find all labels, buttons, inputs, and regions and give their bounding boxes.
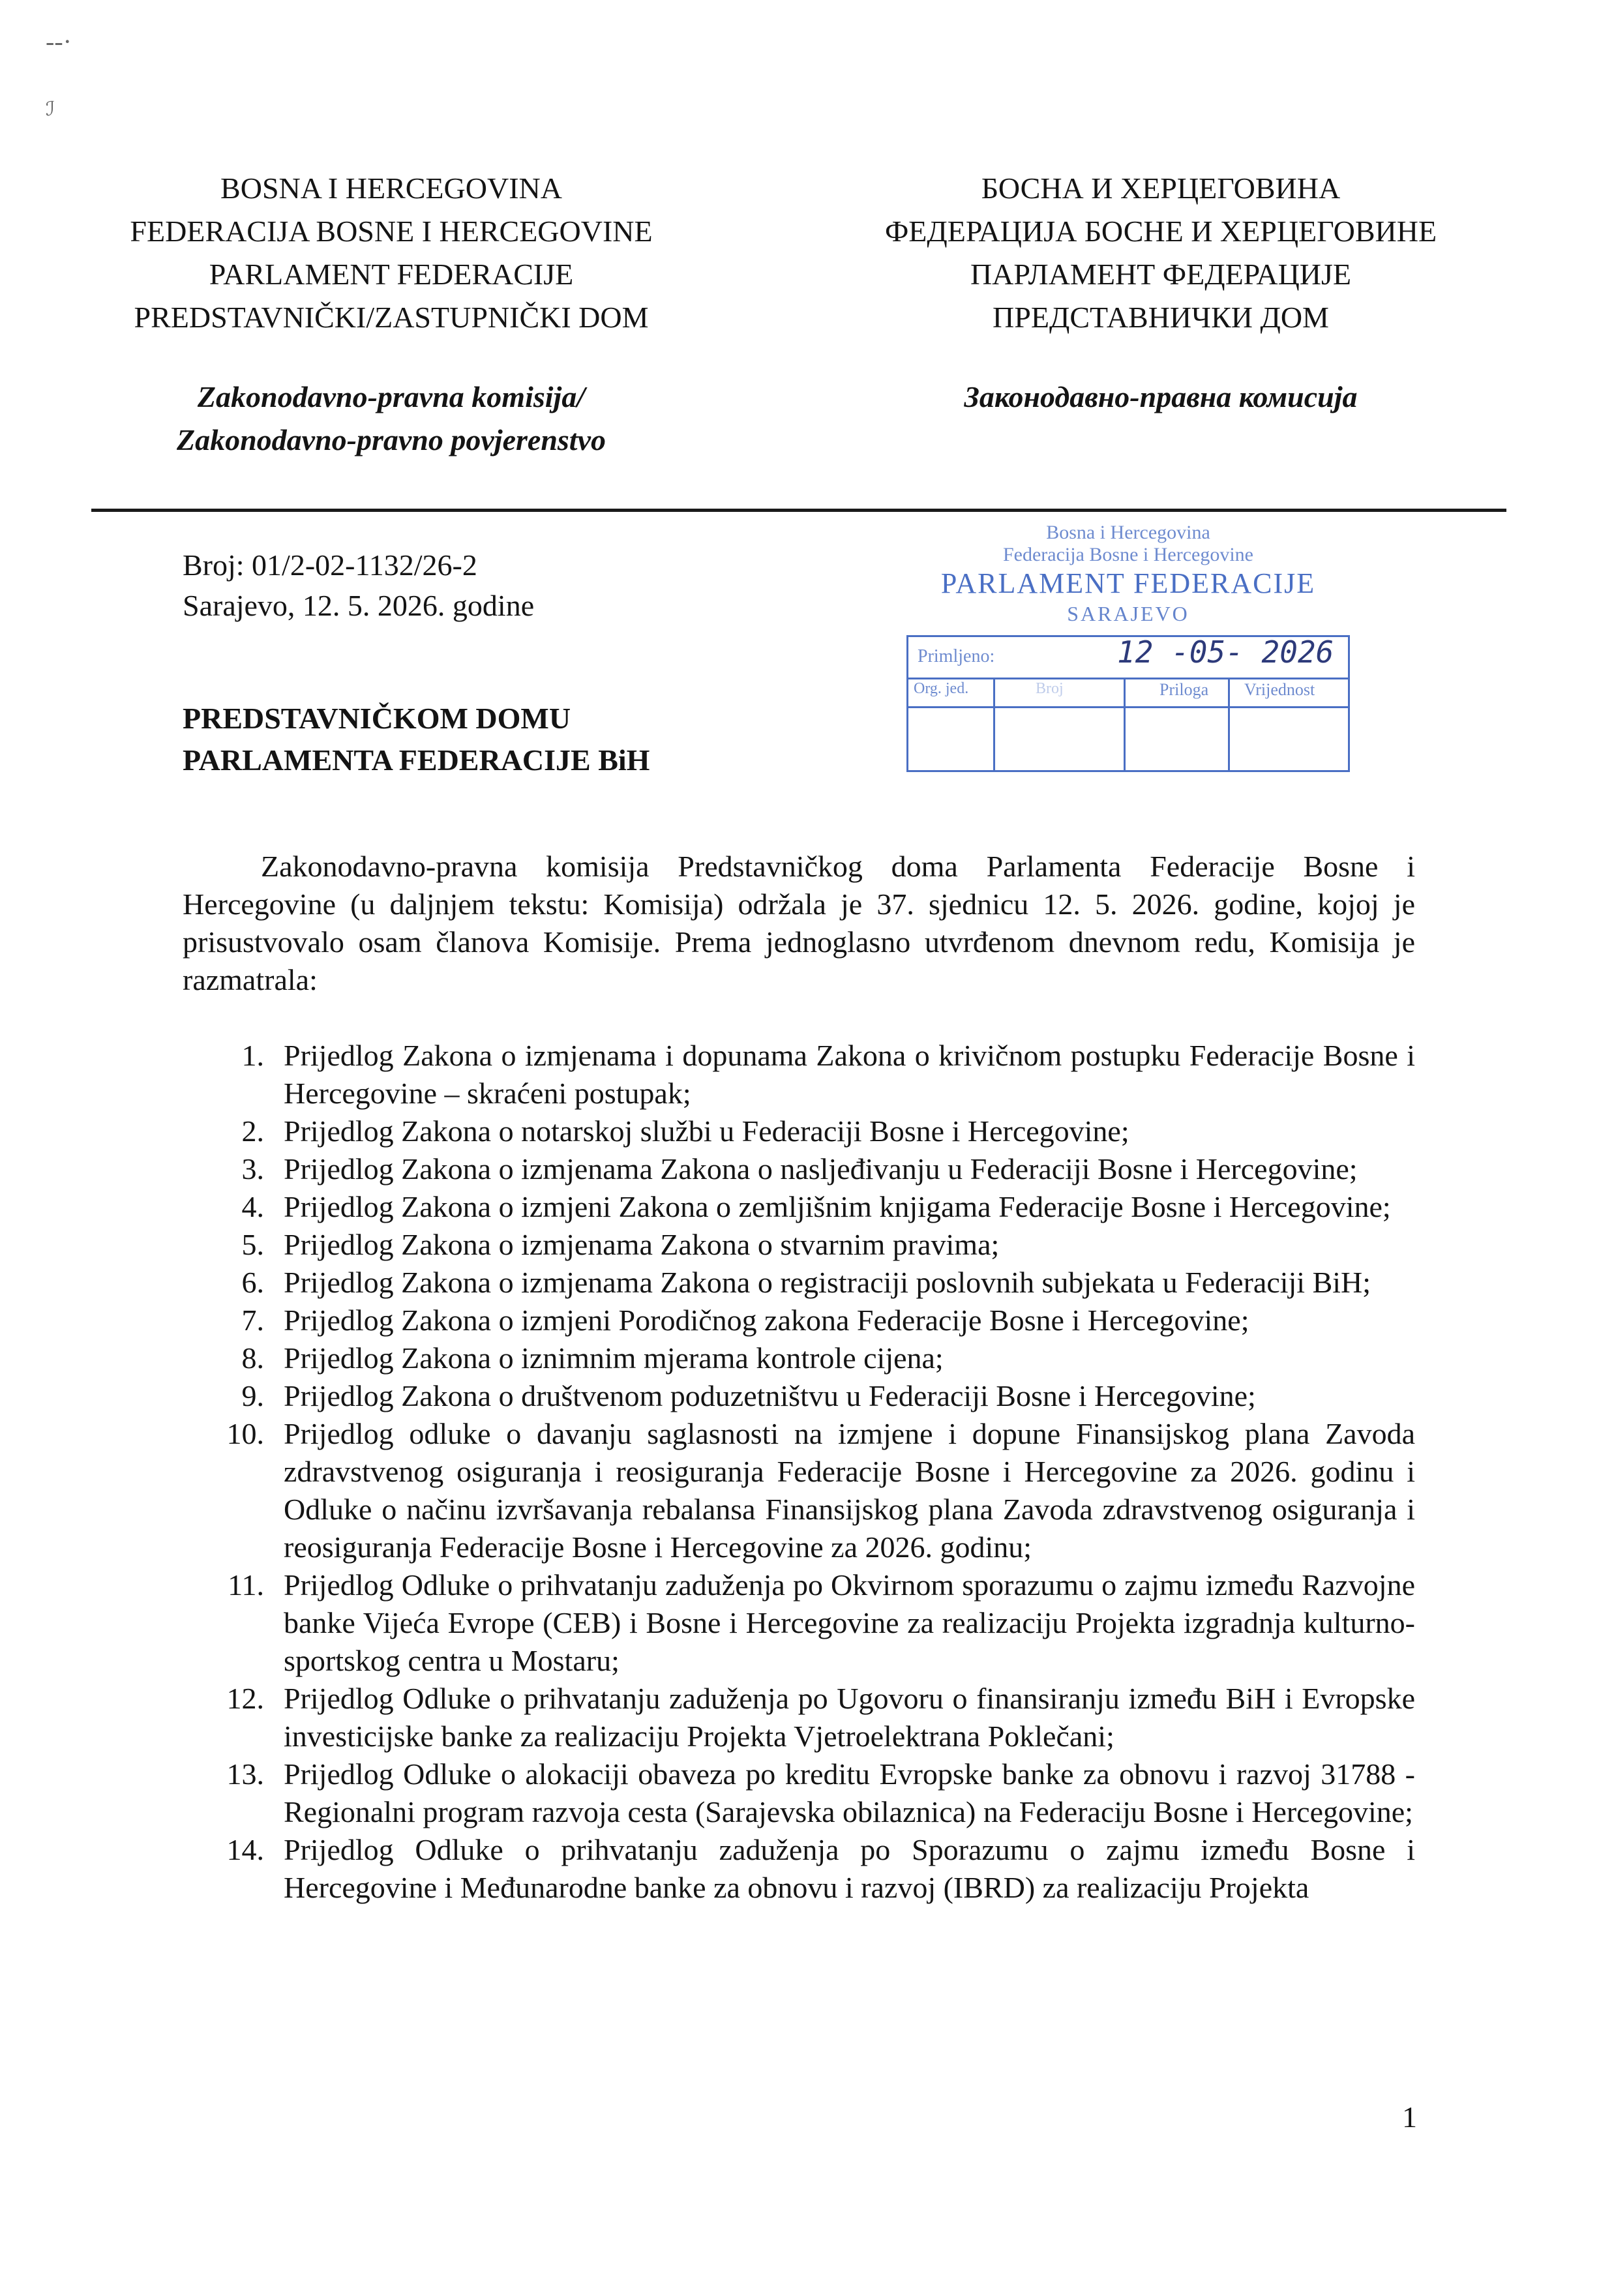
intro-paragraph: Zakonodavno-pravna komisija Predstavničkog doma Parlamenta Federacije Bosne i Hercegovine (u daljnjem tekstu: Komisija) održala je 37. sjednicu 12. 5. 2026. godine, kojoj je prisustvovalo osam članova Komisije. Prema jednoglasno utvrđenom dnevnom redu, Komisija je razmatrala:: [183, 850, 1415, 996]
agenda-item: [183, 1112, 1415, 1150]
committee-line: Законодавно-правна комисија: [964, 380, 1358, 413]
stamp-line: Federacija Bosne i Hercegovine: [1002, 544, 1253, 565]
agenda-item: [183, 1831, 1415, 1907]
header-right: [835, 167, 1487, 419]
agenda-item-number: 3.: [241, 1152, 264, 1185]
recipient-block: [183, 698, 650, 781]
header-left-line: PARLAMENT FEDERACIJE: [209, 258, 574, 291]
header-left-line: BOSNA I HERCEGOVINA: [220, 171, 562, 205]
committee-name-latin: [91, 376, 691, 462]
stamp-col-attachments: Priloga: [1159, 680, 1209, 699]
committee-name-cyrillic: [835, 376, 1487, 419]
header-left-line: FEDERACIJA BOSNE I HERCEGOVINE: [130, 215, 653, 248]
agenda-item-number: 9.: [241, 1379, 264, 1412]
reference-number: Broj: 01/2-02-1132/26-2: [183, 548, 477, 582]
scan-speck: ℐ: [46, 98, 55, 120]
agenda-item-text: Prijedlog Odluke o alokaciji obaveza po kreditu Evropske banke za obnovu i razvoj 31788 - Regionalni program razvoja cesta (Sarajevska obilaznica) na Federaciju Bosne i Hercegovine;: [284, 1757, 1415, 1828]
agenda-item: [183, 1302, 1415, 1339]
agenda-item-number: 4.: [241, 1190, 264, 1223]
header-divider: [91, 509, 1506, 512]
agenda-item-number: 1.: [241, 1039, 264, 1072]
agenda-item-number: 10.: [226, 1417, 264, 1450]
header-left: [91, 167, 691, 462]
agenda-item-text: Prijedlog Odluke o prihvatanju zaduženja po Okvirnom sporazumu o zajmu između Razvojne banke Vijeća Evrope (CEB) i Bosne i Hercegovine za realizaciju Projekta izgradnja kulturno-sportskog centra u Mostaru;: [284, 1568, 1415, 1677]
agenda-item-number: 12.: [226, 1682, 264, 1715]
scan-speck: ‐‑·: [46, 27, 72, 56]
header-right-line: ФЕДЕРАЦИЈА БОСНЕ И ХЕРЦЕГОВИНЕ: [884, 215, 1437, 248]
committee-line: Zakonodavno-pravno povjerenstvo: [176, 423, 606, 456]
agenda-item: [183, 1680, 1415, 1755]
stamp-received-label: Primljeno:: [918, 646, 995, 666]
committee-line: Zakonodavno-pravna komisija/: [197, 380, 586, 413]
stamp-line: Bosna i Hercegovina: [1046, 522, 1210, 543]
stamp-received-date: 12 -05- 2026: [1117, 634, 1334, 670]
agenda-item-number: 6.: [241, 1266, 264, 1299]
agenda-item: [183, 1339, 1415, 1377]
recipient-line: PREDSTAVNIČKOM DOMU: [183, 702, 571, 735]
stamp-col-number: Broj: [1036, 680, 1064, 697]
agenda-item-text: Prijedlog Zakona o izmjeni Porodičnog zakona Federacije Bosne i Hercegovine;: [284, 1304, 1249, 1337]
agenda-item-text: Prijedlog Zakona o izmjenama Zakona o stvarnim pravima;: [284, 1228, 1000, 1261]
agenda-item-text: Prijedlog Zakona o iznimnim mjerama kontrole cijena;: [284, 1341, 944, 1375]
agenda-item-text: Prijedlog odluke o davanju saglasnosti na izmjene i dopune Finansijskog plana Zavoda zdravstvenog osiguranja i reosiguranja Federacije Bosne i Hercegovine za 2026. godinu i Odluke o načinu izvršavanja rebalansa Finansijskog plana Zavoda zdravstvenog osiguranja i reosiguranja Federacije Bosne i Hercegovine za 2026. godinu;: [284, 1417, 1415, 1564]
stamp-city: SARAJEVO: [1067, 602, 1189, 625]
place-date: Sarajevo, 12. 5. 2026. godine: [183, 589, 535, 622]
agenda-item-text: Prijedlog Zakona o izmjeni Zakona o zemljišnim knjigama Federacije Bosne i Hercegovine;: [284, 1190, 1391, 1223]
header-right-line: БОСНА И ХЕРЦЕГОВИНА: [981, 171, 1341, 205]
agenda-item: [183, 1226, 1415, 1264]
reference-block: [183, 545, 534, 626]
agenda-item-number: 11.: [228, 1568, 264, 1602]
agenda-item: [183, 1150, 1415, 1188]
header-right-line: ПАРЛАМЕНТ ФЕДЕРАЦИЈЕ: [970, 258, 1352, 291]
header-left-line: PREDSTAVNIČKI/ZASTUPNIČKI DOM: [134, 301, 649, 334]
agenda-item-number: 13.: [226, 1757, 264, 1791]
stamp-table: [906, 635, 1350, 772]
agenda-item-text: Prijedlog Zakona o društvenom poduzetništvu u Federaciji Bosne i Hercegovine;: [284, 1379, 1256, 1412]
agenda-item-text: Prijedlog Zakona o notarskoj službi u Federaciji Bosne i Hercegovine;: [284, 1114, 1129, 1148]
agenda-item: [183, 1037, 1415, 1112]
stamp-title: PARLAMENT FEDERACIJE: [940, 567, 1316, 599]
received-stamp: [900, 522, 1356, 772]
stamp-divider: [1124, 678, 1126, 770]
stamp-col-org: Org. jed.: [914, 680, 969, 697]
agenda-item-text: Prijedlog Odluke o prihvatanju zaduženja po Ugovoru o finansiranju između BiH i Evropske investicijske banke za realizaciju Projekta Vjetroelektrana Poklečani;: [284, 1682, 1415, 1753]
agenda-item: [183, 1188, 1415, 1226]
page-number: 1: [1402, 2100, 1417, 2134]
agenda-item: [183, 1566, 1415, 1680]
agenda-item-number: 7.: [241, 1304, 264, 1337]
stamp-col-value: Vrijednost: [1244, 680, 1315, 699]
agenda-item-number: 8.: [241, 1341, 264, 1375]
stamp-divider: [1228, 678, 1230, 770]
agenda-item-text: Prijedlog Odluke o prihvatanju zaduženja po Sporazumu o zajmu između Bosne i Hercegovine i Međunarodne banke za obnovu i razvoj (IBRD) za realizaciju Projekta: [284, 1833, 1415, 1904]
agenda-item: [183, 1755, 1415, 1831]
agenda-item: [183, 1264, 1415, 1302]
recipient-line: PARLAMENTA FEDERACIJE BiH: [183, 743, 650, 777]
agenda-list: [183, 1037, 1415, 1907]
stamp-row-received: [908, 634, 1348, 679]
agenda-item-number: 14.: [226, 1833, 264, 1866]
agenda-item: [183, 1377, 1415, 1415]
stamp-row-columns: [908, 678, 1348, 708]
agenda-item-number: 2.: [241, 1114, 264, 1148]
agenda-item: [183, 1415, 1415, 1566]
body-text: [183, 848, 1415, 999]
agenda-item-number: 5.: [241, 1228, 264, 1261]
stamp-divider: [993, 678, 995, 770]
header-right-line: ПРЕДСТАВНИЧКИ ДОМ: [993, 301, 1329, 334]
agenda-item-text: Prijedlog Zakona o izmjenama i dopunama Zakona o krivičnom postupku Federacije Bosne i Hercegovine – skraćeni postupak;: [284, 1039, 1415, 1110]
agenda-item-text: Prijedlog Zakona o izmjenama Zakona o nasljeđivanju u Federaciji Bosne i Hercegovine;: [284, 1152, 1358, 1185]
agenda-item-text: Prijedlog Zakona o izmjenama Zakona o registraciji poslovnih subjekata u Federaciji BiH;: [284, 1266, 1371, 1299]
